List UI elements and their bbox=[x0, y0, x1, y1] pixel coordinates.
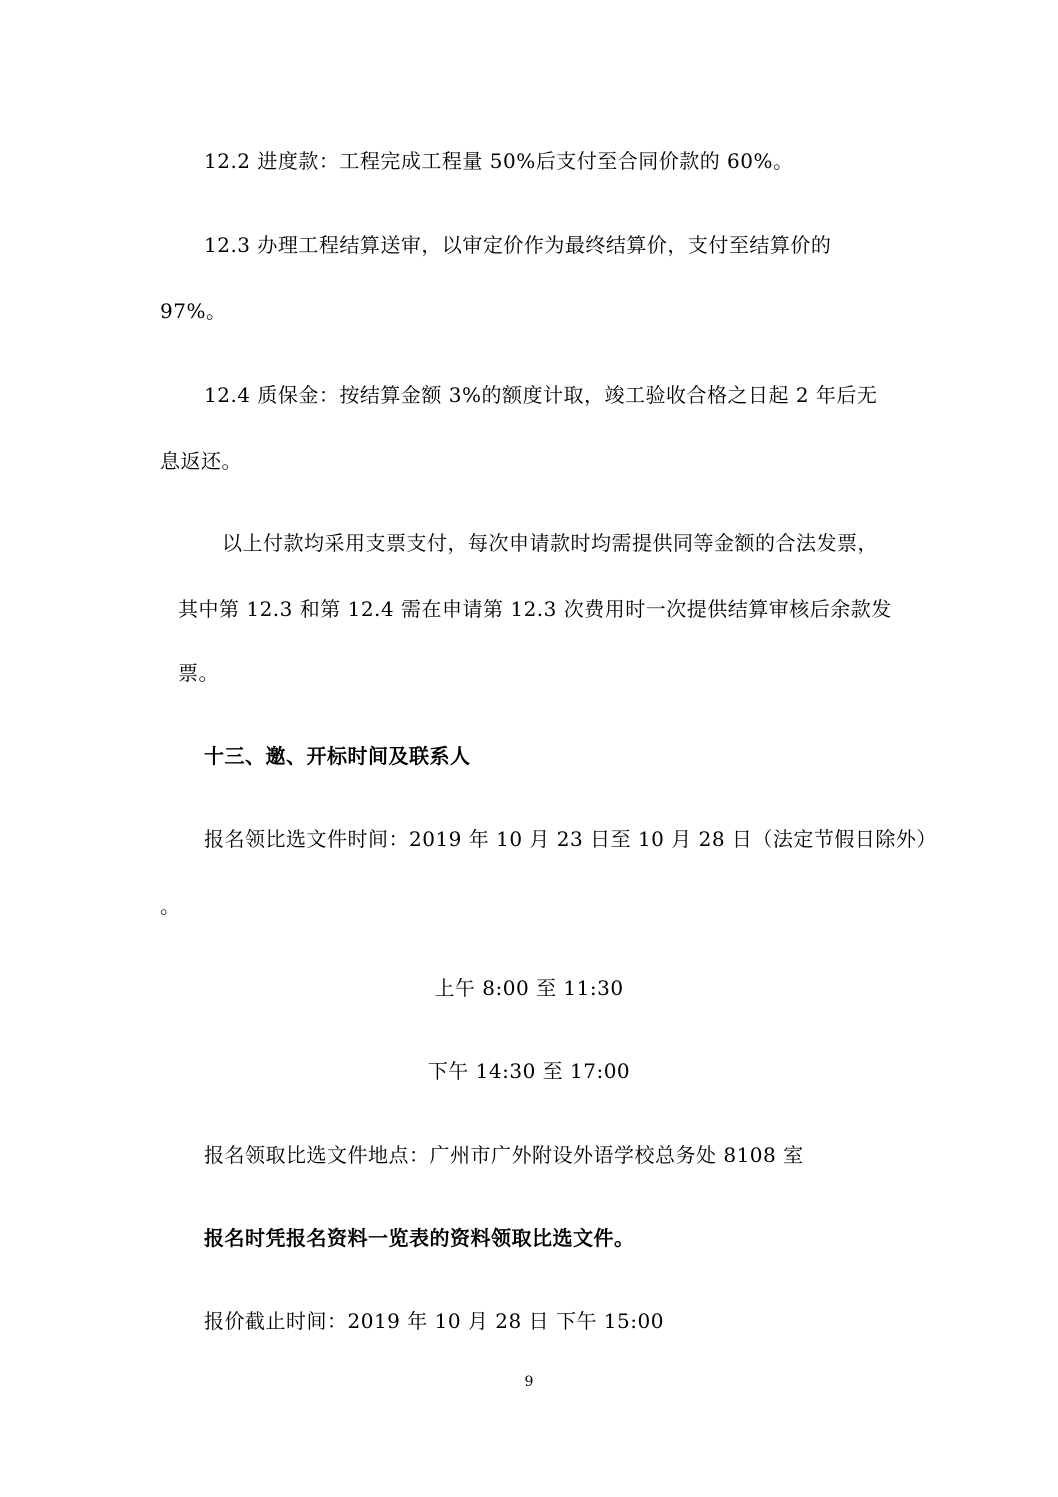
section-13-heading: 十三、邀、开标时间及联系人 bbox=[204, 744, 471, 768]
paragraph-12-2-progress-payment: 12.2 进度款：工程完成工程量 50%后支付至合同价款的 60%。 bbox=[204, 149, 794, 173]
paragraph-payment-method-line-1: 以上付款均采用支票支付，每次申请款时均需提供同等金额的合法发票， bbox=[222, 531, 878, 555]
quotation-deadline: 报价截止时间：2019 年 10 月 28 日 下午 15:00 bbox=[204, 1309, 664, 1333]
morning-hours: 上午 8:00 至 11:30 bbox=[434, 976, 624, 1000]
paragraph-12-3-line-1: 12.3 办理工程结算送审，以审定价作为最终结算价，支付至结算价的 bbox=[204, 233, 832, 257]
page-number: 9 bbox=[524, 1374, 534, 1390]
paragraph-12-4-line-1: 12.4 质保金：按结算金额 3%的额度计取，竣工验收合格之日起 2 年后无 bbox=[204, 383, 878, 407]
paragraph-payment-method-line-2: 其中第 12.3 和第 12.4 需在申请第 12.3 次费用时一次提供结算审核后余款发 bbox=[178, 597, 892, 621]
paragraph-12-4-line-2: 息返还。 bbox=[160, 449, 242, 473]
registration-location: 报名领取比选文件地点：广州市广外附设外语学校总务处 8108 室 bbox=[204, 1143, 804, 1167]
afternoon-hours: 下午 14:30 至 17:00 bbox=[427, 1059, 631, 1083]
registration-materials-note: 报名时凭报名资料一览表的资料领取比选文件。 bbox=[204, 1226, 635, 1250]
paragraph-12-3-line-2: 97%。 bbox=[160, 299, 227, 323]
registration-time-line-1: 报名领比选文件时间：2019 年 10 月 23 日至 10 月 28 日（法定节假日除外） bbox=[204, 827, 937, 851]
registration-time-line-2: 。 bbox=[160, 894, 181, 918]
paragraph-payment-method-line-3: 票。 bbox=[178, 661, 219, 685]
